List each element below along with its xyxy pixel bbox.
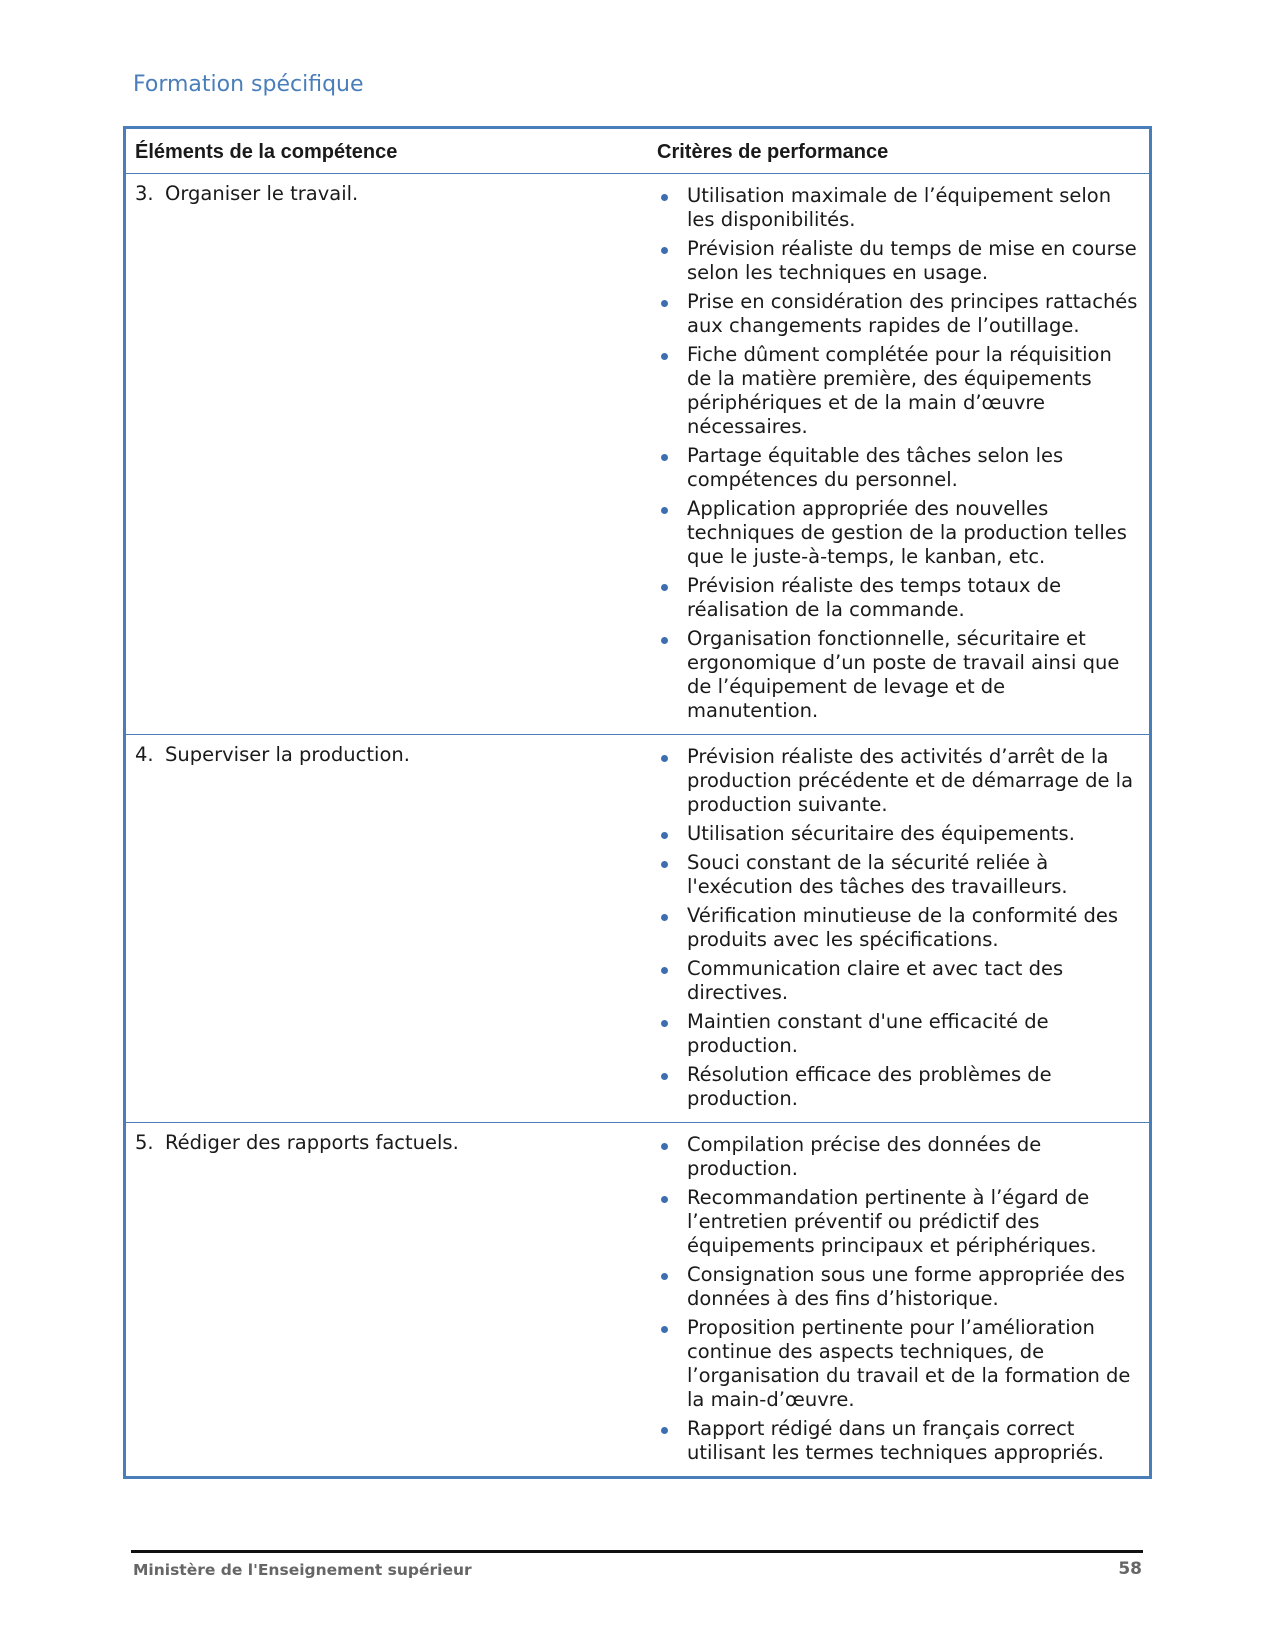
criteria-item: Fiche dûment complétée pour la réquisition de la matière première, des équipements périphériques et de la main d’œuvre nécessaires. <box>657 343 1141 439</box>
criteria-cell <box>648 174 1151 735</box>
criteria-item: Organisation fonctionnelle, sécuritaire et ergonomique d’un poste de travail ainsi que de l’équipement de levage et de manutention. <box>657 627 1141 723</box>
criteria-item: Recommandation pertinente à l’égard de l’entretien préventif ou prédictif des équipements principaux et périphériques. <box>657 1186 1141 1258</box>
criteria-item: Utilisation maximale de l’équipement selon les disponibilités. <box>657 184 1141 232</box>
criteria-item: Prévision réaliste des activités d’arrêt de la production précédente et de démarrage de la production suivante. <box>657 745 1141 817</box>
criteria-item: Proposition pertinente pour l’amélioration continue des aspects techniques, de l’organisation du travail et de la formation de la main-d’œuvre. <box>657 1316 1141 1412</box>
criteria-item: Utilisation sécuritaire des équipements. <box>657 822 1141 846</box>
table-body <box>125 174 1151 1478</box>
criteria-cell <box>648 1123 1151 1478</box>
element-text: Organiser le travail. <box>165 182 359 205</box>
criteria-cell <box>648 735 1151 1123</box>
element-number: 5. <box>135 1131 154 1154</box>
table-row <box>125 174 1151 735</box>
section-title: Formation spécifique <box>133 72 364 97</box>
table-header-row <box>125 128 1151 174</box>
criteria-item: Rapport rédigé dans un français correct utilisant les termes techniques appropriés. <box>657 1417 1141 1465</box>
footer-publisher: Ministère de l'Enseignement supérieur <box>133 1561 472 1579</box>
criteria-item: Compilation précise des données de production. <box>657 1133 1141 1181</box>
criteria-item: Application appropriée des nouvelles techniques de gestion de la production telles que le juste-à-temps, le kanban, etc. <box>657 497 1141 569</box>
column-header-elements: Éléments de la compétence <box>125 128 649 174</box>
element-cell <box>125 735 649 1123</box>
criteria-item: Consignation sous une forme appropriée des données à des fins d’historique. <box>657 1263 1141 1311</box>
element-cell <box>125 174 649 735</box>
criteria-list <box>657 1131 1141 1465</box>
criteria-item: Communication claire et avec tact des directives. <box>657 957 1141 1005</box>
element-text: Rédiger des rapports factuels. <box>165 1131 459 1154</box>
competence-table <box>123 126 1152 1479</box>
criteria-item: Prise en considération des principes rattachés aux changements rapides de l’outillage. <box>657 290 1141 338</box>
criteria-item: Partage équitable des tâches selon les compétences du personnel. <box>657 444 1141 492</box>
criteria-list <box>657 182 1141 723</box>
element-number: 3. <box>135 182 154 205</box>
criteria-item: Résolution efficace des problèmes de production. <box>657 1063 1141 1111</box>
page-number: 58 <box>1118 1559 1142 1579</box>
criteria-list <box>657 743 1141 1111</box>
table-row <box>125 735 1151 1123</box>
column-header-criteria: Critères de performance <box>648 128 1151 174</box>
criteria-item: Souci constant de la sécurité reliée à l'exécution des tâches des travailleurs. <box>657 851 1141 899</box>
element-text: Superviser la production. <box>165 743 410 766</box>
element-cell <box>125 1123 649 1478</box>
element-number: 4. <box>135 743 154 766</box>
table-row <box>125 1123 1151 1478</box>
footer-divider <box>131 1550 1143 1553</box>
criteria-item: Maintien constant d'une efficacité de production. <box>657 1010 1141 1058</box>
criteria-item: Vérification minutieuse de la conformité des produits avec les spécifications. <box>657 904 1141 952</box>
criteria-item: Prévision réaliste du temps de mise en course selon les techniques en usage. <box>657 237 1141 285</box>
criteria-item: Prévision réaliste des temps totaux de réalisation de la commande. <box>657 574 1141 622</box>
